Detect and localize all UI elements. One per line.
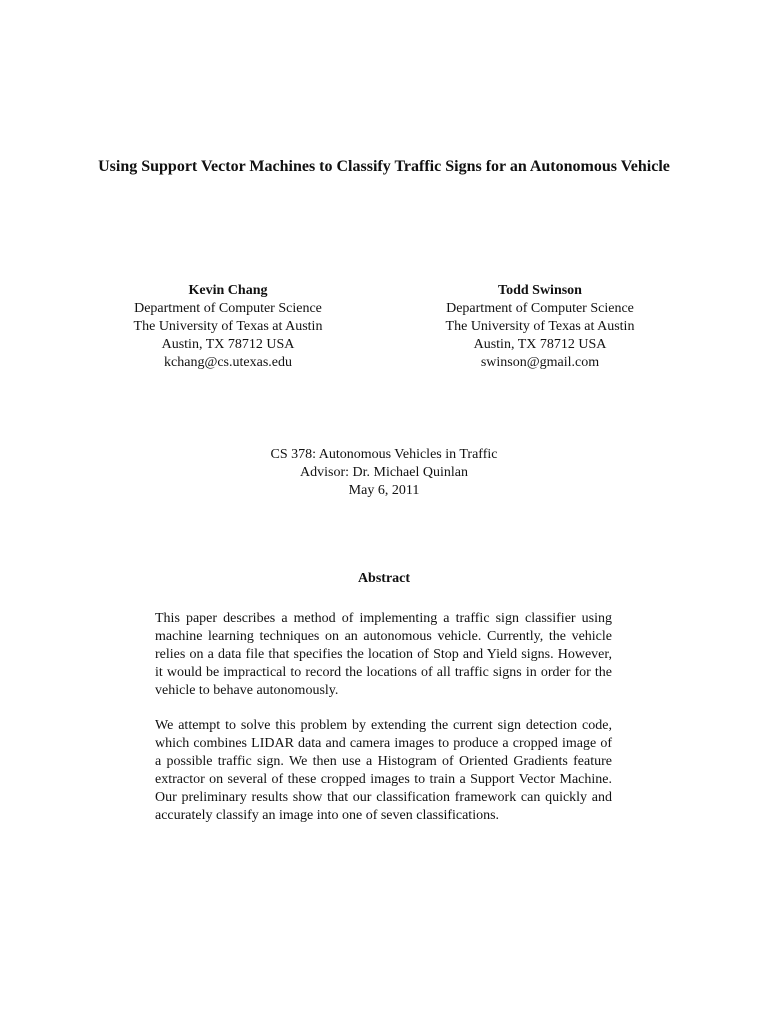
author-university: The University of Texas at Austin [133,319,323,334]
author-email: kchang@cs.utexas.edu [164,355,292,370]
author-block-2 [390,282,690,372]
author-department: Department of Computer Science [446,301,634,316]
abstract-heading: Abstract [357,571,411,586]
author-name: Todd Swinson [498,283,582,298]
abstract-body [155,610,612,842]
author-university: The University of Texas at Austin [445,319,635,334]
author-address: Austin, TX 78712 USA [473,337,607,352]
author-department: Department of Computer Science [134,301,322,316]
course-info [184,446,584,500]
course-name: CS 378: Autonomous Vehicles in Traffic [270,447,498,462]
abstract-paragraph: This paper describes a method of implementing a traffic sign classifier using machine learning techniques on an autonomous vehicle. Currently, the vehicle relies on a data file that specifies the location of Stop and Yield signs. However, it would be impractical to record the locations of all traffic signs in order for the vehicle to behave autonomously. [155,611,612,698]
author-address: Austin, TX 78712 USA [161,337,295,352]
advisor: Advisor: Dr. Michael Quinlan [300,465,468,480]
paper-date: May 6, 2011 [348,483,420,498]
abstract-paragraph: We attempt to solve this problem by extending the current sign detection code, which combines LIDAR data and camera images to produce a cropped image of a possible traffic sign. We then use a Histogram of Oriented Gradients feature extractor on several of these cropped images to train a Support Vector Machine. Our preliminary results show that our classification framework can quickly and accurately classify an image into one of seven classifications. [155,718,612,823]
author-email: swinson@gmail.com [480,355,600,370]
paper-title: Using Support Vector Machines to Classify Traffic Signs for an Autonomous Vehicle [98,158,670,175]
author-name: Kevin Chang [188,283,268,298]
author-block-1 [78,282,378,372]
